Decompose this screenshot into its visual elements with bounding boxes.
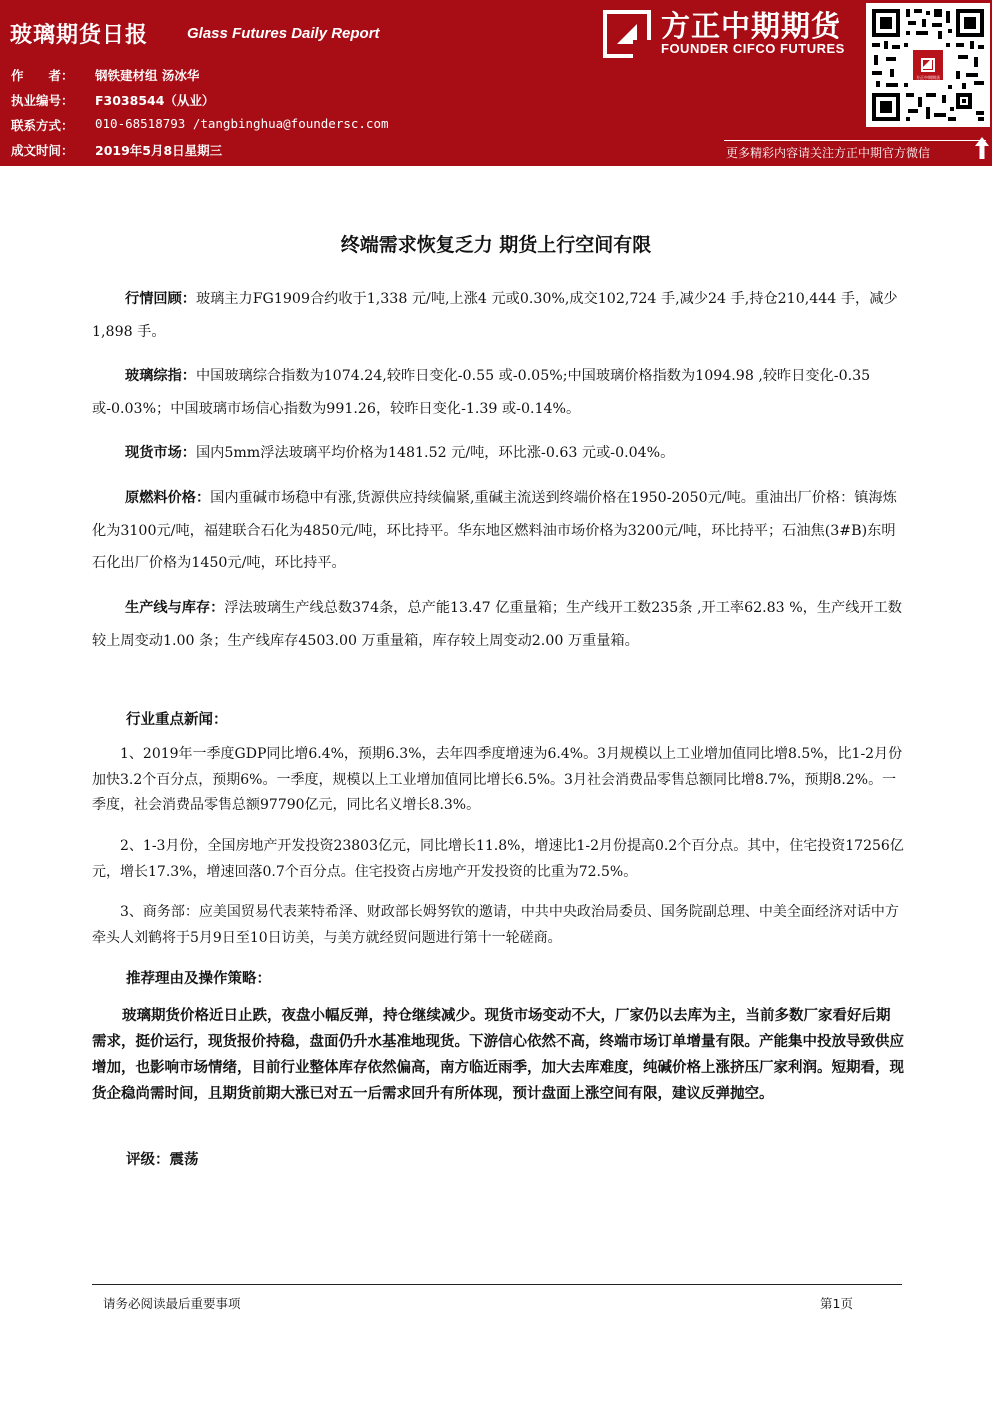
production-inventory-paragraph: [92, 592, 904, 657]
raw-material-label: 原燃料价格：: [125, 490, 211, 506]
header-divider: [724, 140, 986, 141]
news-item-1: 1、2019年一季度GDP同比增6.4%，预期6.3%，去年四季度增速为6.4%。3月规模以上工业增加值同比增8.5%，比1-2月份加快3.2个百分点，预期6%。一季度，规模以上工业增加值同比增长6.5%。3月社会消费品零售总额同比增8.7%，预期8.2%。一季度，社会消费品零售总额97790亿元，同比名义增长8.3%。: [92, 746, 903, 813]
date-label: 成文时间：: [11, 143, 74, 158]
news-item-2: 2、1-3月份，全国房地产开发投资23803亿元，同比增长11.8%，增速比1-2月份提高0.2个百分点。其中，住宅投资17256亿元，增长17.3%，增速回落0.7个百分点。住宅投资占房地产开发投资的比重为72.5%。: [92, 838, 904, 880]
follow-wechat-text: 更多精彩内容请关注方正中期官方微信: [726, 146, 931, 160]
spot-market-paragraph: [92, 437, 904, 470]
footer-notice: 请务必阅读最后重要事项: [103, 1296, 241, 1311]
strategy-title: 推荐理由及操作策略：: [126, 971, 271, 987]
page-number: 第1页: [820, 1296, 853, 1311]
contact-label: 联系方式：: [11, 118, 74, 133]
license-value: F3038544（从业）: [95, 93, 215, 108]
license-label: 执业编号：: [11, 93, 74, 108]
rating-value: 震荡: [169, 1152, 199, 1168]
author-label: 作 者：: [11, 68, 74, 83]
brand-name-cn: 方正中期期货: [661, 9, 842, 43]
wechat-qr-code[interactable]: [866, 3, 990, 127]
spot-market-text: 国内5mm浮法玻璃平均价格为1481.52 元/吨，环比涨-0.63 元或-0.04%。: [195, 445, 675, 461]
industry-news-title: 行业重点新闻：: [126, 712, 228, 728]
footer-divider: [92, 1284, 902, 1285]
up-arrow-icon: [974, 136, 990, 160]
raw-material-text: 国内重碱市场稳中有涨,货源供应持续偏紧,重碱主流送到终端价格在1950-2050元/吨。重油出厂价格：镇海炼化为3100元/吨，福建联合石化为4850元/吨，环比持平。华东地区燃料油市场价格为3200元/吨，环比持平；石油焦(3#B)东明石化出厂价格为1450元/吨，环比持平。: [92, 490, 897, 571]
spot-market-label: 现货市场：: [125, 445, 196, 461]
brand-name-en: FOUNDER CIFCO FUTURES: [661, 41, 845, 56]
author-value: 钢铁建材组 汤冰华: [95, 68, 200, 83]
market-review-label: 行情回顾：: [125, 291, 196, 307]
glass-index-paragraph: [92, 360, 904, 425]
glass-index-label: 玻璃综指：: [125, 368, 196, 384]
glass-index-text: 中国玻璃综合指数为1074.24,较昨日变化-0.55 或-0.05%;中国玻璃价格指数为1094.98 ,较昨日变化-0.35 或-0.03%；中国玻璃市场信心指数为991.26，较昨日变化-1.39 或-0.14%。: [92, 368, 871, 417]
qr-center-label: 方正中期期货: [916, 75, 940, 80]
report-header: [0, 0, 992, 166]
founder-logo-icon: [603, 10, 651, 58]
production-inventory-label: 生产线与库存：: [125, 600, 225, 616]
market-review-text: 玻璃主力FG1909合约收于1,338 元/吨,上涨4 元或0.30%,成交102,724 手,减少24 手,持仓210,444 手，减少1,898 手。: [92, 291, 898, 340]
market-review-paragraph: [92, 283, 904, 348]
news-item-3: 3、商务部：应美国贸易代表莱特希泽、财政部长姆努钦的邀请，中共中央政治局委员、国务院副总理、中美全面经济对话中方牵头人刘鹤将于5月9日至10日访美，与美方就经贸问题进行第十一轮磋商。: [92, 904, 899, 946]
strategy-text: 玻璃期货价格近日止跌，夜盘小幅反弹，持仓继续减少。现货市场变动不大，厂家仍以去库为主，当前多数厂家看好后期需求，挺价运行，现货报价持稳，盘面仍升水基准地现货。下游信心依然不高，终端市场订单增量有限。产能集中投放导致供应增加，也影响市场情绪，目前行业整体库存依然偏高，南方临近雨季，加大去库难度，纯碱价格上涨挤压厂家利润。短期看，现货企稳尚需时间，且期货前期大涨已对五一后需求回升有所体现，预计盘面上涨空间有限，建议反弹抛空。: [92, 1008, 904, 1102]
rating-label: 评级：: [126, 1152, 170, 1168]
report-title-cn: 玻璃期货日报: [10, 23, 149, 48]
raw-material-paragraph: [92, 482, 904, 580]
date-value: 2019年5月8日星期三: [95, 143, 223, 158]
rating: [126, 1148, 199, 1169]
production-inventory-text: 浮法玻璃生产线总数374条，总产能13.47 亿重量箱；生产线开工数235条 ,开工率62.83 %，生产线开工数较上周变动1.00 条；生产线库存4503.00 万重量箱，库存较上周变动2.00 万重量箱。: [92, 600, 902, 649]
document-title: 终端需求恢复乏力 期货上行空间有限: [340, 234, 652, 256]
contact-value[interactable]: 010-68518793 /tangbinghua@foundersc.com: [95, 116, 389, 131]
report-title-en: Glass Futures Daily Report: [187, 25, 380, 42]
